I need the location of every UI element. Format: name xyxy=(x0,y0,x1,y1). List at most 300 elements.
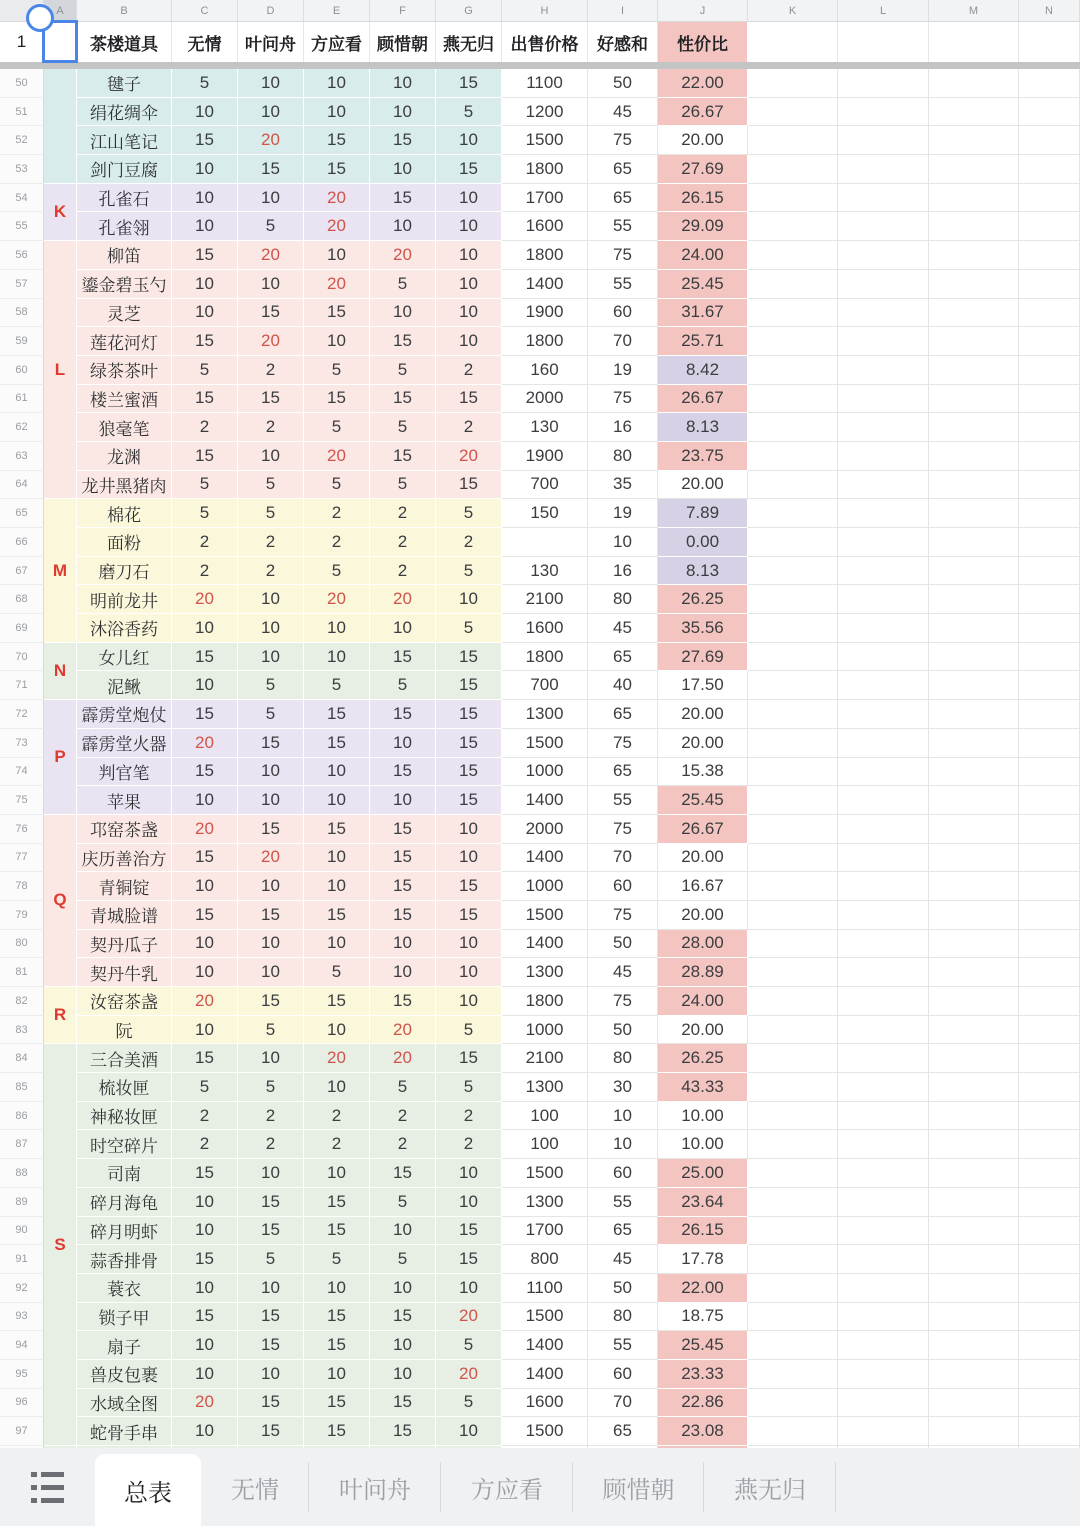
cell-value[interactable]: 10 xyxy=(304,241,370,270)
cell-empty[interactable] xyxy=(1019,729,1080,758)
cell-value[interactable]: 2 xyxy=(238,1102,304,1131)
cell-value[interactable]: 10 xyxy=(304,327,370,356)
cell-price[interactable]: 1000 xyxy=(502,1016,588,1045)
cell-price[interactable]: 1800 xyxy=(502,643,588,672)
cell-value[interactable]: 10 xyxy=(238,184,304,213)
cell-value[interactable]: 10 xyxy=(436,1159,502,1188)
cell-empty[interactable] xyxy=(929,126,1019,155)
cell-value[interactable]: 15 xyxy=(172,241,238,270)
cell-value[interactable]: 15 xyxy=(304,1417,370,1446)
cell-empty[interactable] xyxy=(929,1274,1019,1303)
cell-value[interactable]: 20 xyxy=(436,1303,502,1332)
cell-value[interactable]: 10 xyxy=(304,786,370,815)
cell-empty[interactable] xyxy=(748,844,838,873)
cell-empty[interactable] xyxy=(929,1360,1019,1389)
cell-empty[interactable] xyxy=(929,1073,1019,1102)
cell-empty[interactable] xyxy=(838,212,929,241)
cell-value[interactable]: 10 xyxy=(238,1044,304,1073)
cell-price[interactable]: 1600 xyxy=(502,212,588,241)
cell-favor[interactable]: 16 xyxy=(588,413,658,442)
cell-value[interactable]: 15 xyxy=(370,126,436,155)
cell-favor[interactable]: 75 xyxy=(588,126,658,155)
cell-value[interactable]: 15 xyxy=(172,700,238,729)
cell-ratio[interactable]: 23.64 xyxy=(658,1188,748,1217)
cell-empty[interactable] xyxy=(1019,1360,1080,1389)
cell-value[interactable]: 15 xyxy=(238,901,304,930)
group-cell[interactable] xyxy=(44,69,77,184)
cell-item[interactable]: 龙渊 xyxy=(77,442,172,471)
cell-value[interactable]: 15 xyxy=(238,1188,304,1217)
cell-empty[interactable] xyxy=(929,241,1019,270)
cell-price[interactable]: 1300 xyxy=(502,1188,588,1217)
cell-ratio[interactable]: 8.13 xyxy=(658,413,748,442)
cell-favor[interactable]: 75 xyxy=(588,241,658,270)
cell-empty[interactable] xyxy=(929,155,1019,184)
cell-value[interactable]: 15 xyxy=(436,471,502,500)
cell-value[interactable]: 10 xyxy=(436,930,502,959)
cell-value[interactable]: 2 xyxy=(238,413,304,442)
cell-price[interactable]: 1400 xyxy=(502,930,588,959)
cell-empty[interactable] xyxy=(748,1389,838,1418)
cell-value[interactable]: 15 xyxy=(238,1417,304,1446)
cell-empty[interactable] xyxy=(1019,299,1080,328)
cell-favor[interactable]: 55 xyxy=(588,1331,658,1360)
cell-empty[interactable] xyxy=(929,1159,1019,1188)
cell-value[interactable]: 10 xyxy=(436,844,502,873)
cell-empty[interactable] xyxy=(838,1073,929,1102)
cell-value[interactable]: 2 xyxy=(370,557,436,586)
row-number-81[interactable]: 81 xyxy=(0,958,44,987)
cell-empty[interactable] xyxy=(748,557,838,586)
cell-value[interactable]: 15 xyxy=(370,1159,436,1188)
cell-empty[interactable] xyxy=(1019,212,1080,241)
cell-favor[interactable]: 10 xyxy=(588,528,658,557)
cell-item[interactable]: 青铜锭 xyxy=(77,872,172,901)
cell-empty[interactable] xyxy=(748,385,838,414)
cell-value[interactable]: 20 xyxy=(370,241,436,270)
group-cell[interactable] xyxy=(44,815,77,987)
cell-empty[interactable] xyxy=(1019,1274,1080,1303)
cell-ratio[interactable]: 10.00 xyxy=(658,1130,748,1159)
cell-value[interactable]: 5 xyxy=(304,356,370,385)
cell-price[interactable]: 100 xyxy=(502,1130,588,1159)
cell-value[interactable]: 20 xyxy=(304,212,370,241)
cell-empty[interactable] xyxy=(838,671,929,700)
cell-empty[interactable] xyxy=(1019,557,1080,586)
cell-empty[interactable] xyxy=(748,69,838,98)
cell-value[interactable]: 15 xyxy=(172,1303,238,1332)
row-number-71[interactable]: 71 xyxy=(0,671,44,700)
cell-value[interactable]: 15 xyxy=(172,1044,238,1073)
cell-value[interactable]: 10 xyxy=(436,327,502,356)
cell-value[interactable]: 10 xyxy=(436,585,502,614)
cell-value[interactable]: 10 xyxy=(172,270,238,299)
cell-value[interactable]: 15 xyxy=(238,1389,304,1418)
cell-value[interactable]: 20 xyxy=(238,241,304,270)
cell-price[interactable]: 1500 xyxy=(502,901,588,930)
cell-empty[interactable] xyxy=(929,98,1019,127)
cell-value[interactable]: 2 xyxy=(436,1102,502,1131)
cell-ratio[interactable]: 17.50 xyxy=(658,671,748,700)
column-header-f[interactable]: F xyxy=(370,0,436,22)
cell-value[interactable]: 10 xyxy=(304,872,370,901)
cell-value[interactable]: 15 xyxy=(238,1331,304,1360)
cell-value[interactable]: 10 xyxy=(238,786,304,815)
cell-value[interactable]: 5 xyxy=(436,98,502,127)
column-header-b[interactable]: B xyxy=(77,0,172,22)
cell-item[interactable]: 剑门豆腐 xyxy=(77,155,172,184)
cell-empty[interactable] xyxy=(1019,471,1080,500)
cell-price[interactable]: 1300 xyxy=(502,958,588,987)
row-number-65[interactable]: 65 xyxy=(0,499,44,528)
cell-empty[interactable] xyxy=(748,1130,838,1159)
cell-price[interactable]: 1400 xyxy=(502,270,588,299)
cell-value[interactable]: 15 xyxy=(370,327,436,356)
cell-value[interactable]: 5 xyxy=(172,69,238,98)
group-cell[interactable] xyxy=(44,499,77,642)
cell-empty[interactable] xyxy=(1019,614,1080,643)
header-cell[interactable]: 性价比 xyxy=(658,22,748,62)
cell-favor[interactable]: 19 xyxy=(588,499,658,528)
cell-value[interactable]: 5 xyxy=(370,471,436,500)
cell-empty[interactable] xyxy=(1019,69,1080,98)
cell-empty[interactable] xyxy=(1019,499,1080,528)
cell-empty[interactable] xyxy=(838,442,929,471)
cell-value[interactable]: 10 xyxy=(436,270,502,299)
cell-empty[interactable] xyxy=(929,1188,1019,1217)
cell-item[interactable]: 灵芝 xyxy=(77,299,172,328)
cell-favor[interactable]: 50 xyxy=(588,69,658,98)
cell-empty[interactable] xyxy=(838,729,929,758)
cell-empty[interactable] xyxy=(1019,872,1080,901)
cell-value[interactable]: 10 xyxy=(238,930,304,959)
cell-value[interactable]: 10 xyxy=(436,212,502,241)
cell-value[interactable]: 10 xyxy=(370,69,436,98)
grid-corner[interactable] xyxy=(0,0,44,22)
column-header-a[interactable]: A xyxy=(44,0,77,22)
row-number-79[interactable]: 79 xyxy=(0,901,44,930)
cell-value[interactable]: 10 xyxy=(436,1188,502,1217)
cell-empty[interactable] xyxy=(748,1188,838,1217)
cell-value[interactable]: 2 xyxy=(436,1130,502,1159)
cell-empty[interactable] xyxy=(748,729,838,758)
cell-favor[interactable]: 60 xyxy=(588,872,658,901)
cell-empty[interactable] xyxy=(838,585,929,614)
cell-item[interactable]: 神秘妆匣 xyxy=(77,1102,172,1131)
cell-value[interactable]: 2 xyxy=(172,1130,238,1159)
cell-value[interactable]: 15 xyxy=(436,758,502,787)
cell-value[interactable]: 5 xyxy=(238,1245,304,1274)
cell-favor[interactable]: 75 xyxy=(588,729,658,758)
cell-empty[interactable] xyxy=(929,442,1019,471)
cell-value[interactable]: 10 xyxy=(370,930,436,959)
cell-value[interactable]: 20 xyxy=(370,1016,436,1045)
cell-empty[interactable] xyxy=(1019,1016,1080,1045)
cell-item[interactable]: 司南 xyxy=(77,1159,172,1188)
cell-value[interactable]: 15 xyxy=(238,155,304,184)
cell-empty[interactable] xyxy=(748,671,838,700)
cell-empty[interactable] xyxy=(929,1102,1019,1131)
group-cell[interactable] xyxy=(44,700,77,815)
cell-value[interactable]: 15 xyxy=(238,987,304,1016)
cell-value[interactable]: 10 xyxy=(238,270,304,299)
cell-value[interactable]: 5 xyxy=(238,1016,304,1045)
cell-value[interactable]: 20 xyxy=(172,729,238,758)
cell-empty[interactable] xyxy=(838,528,929,557)
cell-empty[interactable] xyxy=(1019,958,1080,987)
cell-ratio[interactable]: 17.78 xyxy=(658,1245,748,1274)
cell-value[interactable]: 15 xyxy=(370,844,436,873)
cell-value[interactable]: 10 xyxy=(304,1274,370,1303)
cell-item[interactable]: 绢花绸伞 xyxy=(77,98,172,127)
column-header-k[interactable]: K xyxy=(748,0,838,22)
column-header-n[interactable]: N xyxy=(1019,0,1080,22)
cell-value[interactable]: 5 xyxy=(370,1188,436,1217)
cell-empty[interactable] xyxy=(1019,413,1080,442)
cell-value[interactable]: 20 xyxy=(172,987,238,1016)
cell-empty[interactable] xyxy=(748,356,838,385)
cell-ratio[interactable]: 26.67 xyxy=(658,98,748,127)
cell-empty[interactable] xyxy=(929,557,1019,586)
cell-value[interactable]: 5 xyxy=(436,1016,502,1045)
cell-empty[interactable] xyxy=(748,471,838,500)
cell-item[interactable]: 磨刀石 xyxy=(77,557,172,586)
row-number-70[interactable]: 70 xyxy=(0,643,44,672)
cell-favor[interactable]: 80 xyxy=(588,442,658,471)
cell-ratio[interactable]: 20.00 xyxy=(658,700,748,729)
cell-empty[interactable] xyxy=(748,1331,838,1360)
cell-empty[interactable] xyxy=(929,585,1019,614)
cell-empty[interactable] xyxy=(1019,528,1080,557)
cell-empty[interactable] xyxy=(929,614,1019,643)
cell-empty[interactable] xyxy=(1019,901,1080,930)
cell-item[interactable]: 狼毫笔 xyxy=(77,413,172,442)
row-number-60[interactable]: 60 xyxy=(0,356,44,385)
cell-value[interactable]: 2 xyxy=(304,528,370,557)
cell-favor[interactable]: 45 xyxy=(588,958,658,987)
cell-favor[interactable]: 40 xyxy=(588,671,658,700)
cell-value[interactable]: 10 xyxy=(304,1159,370,1188)
cell-value[interactable]: 15 xyxy=(304,1389,370,1418)
cell-value[interactable]: 10 xyxy=(172,184,238,213)
cell-price[interactable]: 1300 xyxy=(502,700,588,729)
cell-empty[interactable] xyxy=(838,758,929,787)
cell-empty[interactable] xyxy=(748,442,838,471)
cell-value[interactable]: 5 xyxy=(172,499,238,528)
cell-empty[interactable] xyxy=(929,1245,1019,1274)
cell-value[interactable]: 10 xyxy=(436,299,502,328)
column-header-l[interactable]: L xyxy=(838,0,929,22)
cell-value[interactable]: 10 xyxy=(436,126,502,155)
cell-value[interactable]: 5 xyxy=(172,356,238,385)
cell-price[interactable]: 700 xyxy=(502,671,588,700)
cell-empty[interactable] xyxy=(929,413,1019,442)
cell-empty[interactable] xyxy=(838,413,929,442)
cell-favor[interactable]: 10 xyxy=(588,1130,658,1159)
cell-price[interactable]: 1800 xyxy=(502,327,588,356)
cell-ratio[interactable]: 20.00 xyxy=(658,1016,748,1045)
cell-value[interactable]: 10 xyxy=(238,442,304,471)
sheet-tab-3[interactable]: 叶问舟 xyxy=(309,1448,441,1526)
cell-value[interactable]: 20 xyxy=(304,270,370,299)
cell-value[interactable]: 10 xyxy=(436,184,502,213)
cell-ratio[interactable]: 0.00 xyxy=(658,528,748,557)
row-number-78[interactable]: 78 xyxy=(0,872,44,901)
cell-empty[interactable] xyxy=(1019,98,1080,127)
cell-empty[interactable] xyxy=(748,958,838,987)
cell-favor[interactable]: 70 xyxy=(588,1389,658,1418)
cell-empty[interactable] xyxy=(1019,385,1080,414)
cell-value[interactable]: 5 xyxy=(304,671,370,700)
cell-value[interactable]: 2 xyxy=(238,356,304,385)
cell-ratio[interactable]: 8.42 xyxy=(658,356,748,385)
cell-empty[interactable] xyxy=(838,844,929,873)
cell-favor[interactable]: 80 xyxy=(588,1044,658,1073)
cell-value[interactable]: 10 xyxy=(304,844,370,873)
cell-empty[interactable] xyxy=(748,241,838,270)
cell-value[interactable]: 15 xyxy=(172,442,238,471)
row-number-56[interactable]: 56 xyxy=(0,241,44,270)
cell-empty[interactable] xyxy=(929,1217,1019,1246)
cell-value[interactable]: 15 xyxy=(238,385,304,414)
cell-value[interactable]: 15 xyxy=(172,385,238,414)
cell-empty[interactable] xyxy=(838,1274,929,1303)
cell-price[interactable]: 1400 xyxy=(502,786,588,815)
cell-price[interactable]: 150 xyxy=(502,499,588,528)
cell-price[interactable]: 130 xyxy=(502,557,588,586)
column-header-e[interactable]: E xyxy=(304,0,370,22)
cell-favor[interactable]: 70 xyxy=(588,844,658,873)
cell-item[interactable]: 邛窑茶盏 xyxy=(77,815,172,844)
cell-empty[interactable] xyxy=(748,155,838,184)
row-number-58[interactable]: 58 xyxy=(0,299,44,328)
cell-value[interactable]: 15 xyxy=(370,1389,436,1418)
cell-empty[interactable] xyxy=(838,1159,929,1188)
cell-value[interactable]: 15 xyxy=(436,1245,502,1274)
row-number-94[interactable]: 94 xyxy=(0,1331,44,1360)
cell-favor[interactable]: 19 xyxy=(588,356,658,385)
cell-empty[interactable] xyxy=(838,356,929,385)
cell-value[interactable]: 10 xyxy=(172,1331,238,1360)
cell-value[interactable]: 15 xyxy=(238,815,304,844)
cell-empty[interactable] xyxy=(838,1417,929,1446)
cell-value[interactable]: 10 xyxy=(172,958,238,987)
cell-empty[interactable] xyxy=(929,700,1019,729)
cell-value[interactable]: 5 xyxy=(370,671,436,700)
cell-empty[interactable] xyxy=(838,958,929,987)
cell-value[interactable]: 10 xyxy=(172,614,238,643)
cell-value[interactable]: 15 xyxy=(304,729,370,758)
row-number-69[interactable]: 69 xyxy=(0,614,44,643)
cell-favor[interactable]: 50 xyxy=(588,1016,658,1045)
cell-value[interactable]: 5 xyxy=(304,557,370,586)
cell-empty[interactable] xyxy=(748,299,838,328)
cell-value[interactable]: 10 xyxy=(304,69,370,98)
cell-ratio[interactable]: 20.00 xyxy=(658,471,748,500)
cell-value[interactable]: 15 xyxy=(172,126,238,155)
cell-empty[interactable] xyxy=(1019,930,1080,959)
cell-price[interactable]: 700 xyxy=(502,471,588,500)
cell-value[interactable]: 5 xyxy=(436,614,502,643)
cell-price[interactable]: 100 xyxy=(502,1102,588,1131)
cell-item[interactable]: 毽子 xyxy=(77,69,172,98)
cell-ratio[interactable]: 23.08 xyxy=(658,1417,748,1446)
cell-empty[interactable] xyxy=(748,126,838,155)
cell-value[interactable]: 15 xyxy=(304,385,370,414)
cell-empty[interactable] xyxy=(838,987,929,1016)
header-cell[interactable]: 燕无归 xyxy=(436,22,502,62)
cell-empty[interactable] xyxy=(838,299,929,328)
cell-value[interactable]: 5 xyxy=(238,499,304,528)
cell-empty[interactable] xyxy=(1019,671,1080,700)
cell-value[interactable]: 15 xyxy=(436,1217,502,1246)
cell-value[interactable]: 5 xyxy=(304,958,370,987)
cell-ratio[interactable]: 26.67 xyxy=(658,385,748,414)
cell-item[interactable]: 碎月明虾 xyxy=(77,1217,172,1246)
cell-favor[interactable]: 55 xyxy=(588,270,658,299)
sheet-tab-4[interactable]: 方应看 xyxy=(441,1448,573,1526)
header-cell-empty[interactable] xyxy=(748,22,838,62)
cell-value[interactable]: 2 xyxy=(172,413,238,442)
cell-value[interactable]: 15 xyxy=(436,901,502,930)
cell-value[interactable]: 2 xyxy=(436,528,502,557)
cell-value[interactable]: 2 xyxy=(238,528,304,557)
cell-value[interactable]: 10 xyxy=(238,758,304,787)
cell-favor[interactable]: 60 xyxy=(588,299,658,328)
cell-empty[interactable] xyxy=(929,1389,1019,1418)
cell-empty[interactable] xyxy=(838,499,929,528)
cell-value[interactable]: 10 xyxy=(304,1360,370,1389)
cell-empty[interactable] xyxy=(929,815,1019,844)
cell-price[interactable]: 1000 xyxy=(502,758,588,787)
group-cell[interactable] xyxy=(44,643,77,700)
cell-item[interactable]: 蒜香排骨 xyxy=(77,1245,172,1274)
header-cell[interactable]: 无情 xyxy=(172,22,238,62)
cell-item[interactable]: 霹雳堂炮仗 xyxy=(77,700,172,729)
cell-empty[interactable] xyxy=(838,1016,929,1045)
cell-value[interactable]: 5 xyxy=(370,356,436,385)
cell-price[interactable]: 1500 xyxy=(502,1303,588,1332)
cell-empty[interactable] xyxy=(838,1217,929,1246)
cell-value[interactable]: 10 xyxy=(304,614,370,643)
group-cell[interactable] xyxy=(44,1044,77,1446)
cell-value[interactable]: 10 xyxy=(370,98,436,127)
cell-favor[interactable]: 70 xyxy=(588,327,658,356)
cell-value[interactable]: 10 xyxy=(238,958,304,987)
cell-value[interactable]: 10 xyxy=(370,614,436,643)
cell-value[interactable]: 10 xyxy=(172,155,238,184)
row-number-52[interactable]: 52 xyxy=(0,126,44,155)
cell-empty[interactable] xyxy=(748,327,838,356)
cell-ratio[interactable]: 23.75 xyxy=(658,442,748,471)
cell-empty[interactable] xyxy=(929,758,1019,787)
cell-value[interactable]: 5 xyxy=(370,1245,436,1274)
cell-price[interactable]: 130 xyxy=(502,413,588,442)
header-cell-empty[interactable] xyxy=(1019,22,1080,62)
cell-item[interactable]: 苹果 xyxy=(77,786,172,815)
cell-empty[interactable] xyxy=(838,327,929,356)
cell-favor[interactable]: 65 xyxy=(588,700,658,729)
cell-value[interactable]: 20 xyxy=(172,1389,238,1418)
cell-value[interactable]: 10 xyxy=(172,930,238,959)
cell-value[interactable]: 10 xyxy=(172,212,238,241)
cell-value[interactable]: 15 xyxy=(436,700,502,729)
cell-price[interactable]: 2100 xyxy=(502,585,588,614)
cell-empty[interactable] xyxy=(838,815,929,844)
cell-value[interactable]: 15 xyxy=(436,872,502,901)
cell-empty[interactable] xyxy=(748,413,838,442)
cell-empty[interactable] xyxy=(748,1245,838,1274)
